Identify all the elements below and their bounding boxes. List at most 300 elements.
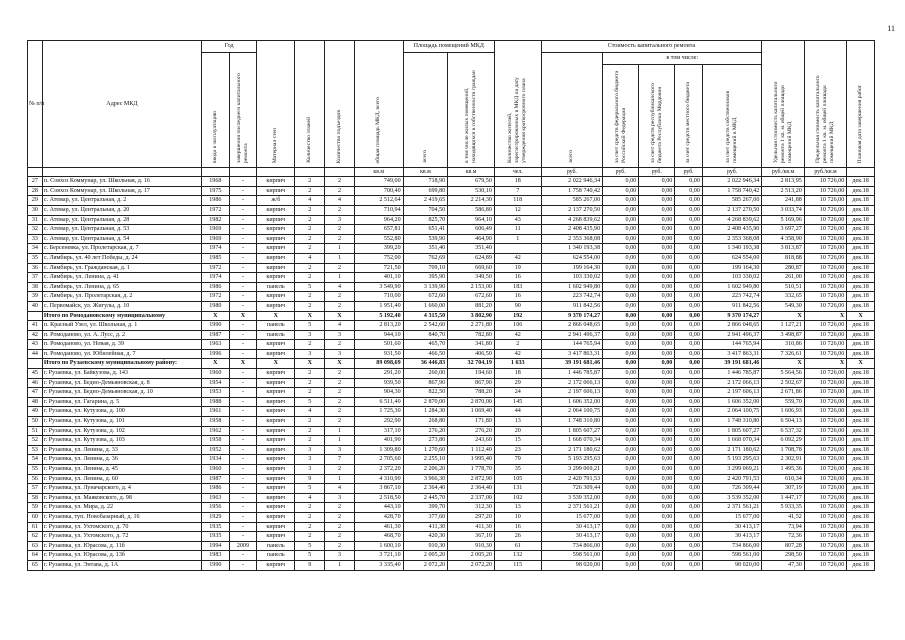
cell-cf: 0,00 xyxy=(603,196,639,206)
cell-co: 103 330,02 xyxy=(702,273,761,283)
cell-res: 145 xyxy=(494,397,541,407)
cell-en: 2 xyxy=(325,397,355,407)
cell-addr: с. Атемар, ул. Центральная, д. 28 xyxy=(42,215,201,225)
cell-ra: 411,30 xyxy=(448,522,495,532)
cell-en: 1 xyxy=(325,253,355,263)
subtotal-row xyxy=(28,311,875,321)
unit-rub: руб. xyxy=(675,167,703,177)
cell-ra: 1 995,40 xyxy=(448,455,495,465)
cell-pa: 36 446,83 xyxy=(403,359,448,369)
cell-co: 3 539 352,00 xyxy=(702,493,761,503)
cell-addr: с. Берсеневка, ул. Пролетарская, д. 7 xyxy=(42,244,201,254)
cell-co: 15 677,00 xyxy=(702,512,761,522)
cell-addr: с. Атемар, ул. Центральная, д. 53 xyxy=(42,225,201,235)
cell-cl: 0,00 xyxy=(675,263,703,273)
cell-cl: 0,00 xyxy=(675,455,703,465)
cell-ct: 15 677,00 xyxy=(541,512,603,522)
cell-cl: 0,00 xyxy=(675,378,703,388)
cell-no: 63 xyxy=(28,541,43,551)
cell-cr: 0,00 xyxy=(639,321,675,331)
cell-fl: 2 xyxy=(295,205,325,215)
cell-ct: 2 064 100,75 xyxy=(541,407,603,417)
cell-fl: 5 xyxy=(295,397,325,407)
cell-addr: г. Рузаевка, ул. Энтава, д. 1А xyxy=(42,560,201,570)
cell-cr: 0,00 xyxy=(639,560,675,570)
cell-ra: 672,60 xyxy=(448,292,495,302)
cell-mc: 10 726,00 xyxy=(804,244,846,254)
cell-cf: 0,00 xyxy=(603,263,639,273)
header-cost-including: в том числе: xyxy=(603,53,762,65)
cell-uc: 6 537,32 xyxy=(762,426,804,436)
cell-d: дек.18 xyxy=(847,465,875,475)
cell-no: 61 xyxy=(28,522,43,532)
cell-ta: 721,50 xyxy=(354,263,403,273)
cell-mc: 10 726,00 xyxy=(804,301,846,311)
cell-co: 585 267,00 xyxy=(702,196,761,206)
cell-ta: 317,10 xyxy=(354,426,403,436)
cell-fl: 2 xyxy=(295,225,325,235)
header-planned-date: Плановая дата завершения работ xyxy=(847,41,875,168)
cell-addr: г. Рузаевка, ул. Кутузова, д. 101 xyxy=(42,417,201,427)
cell-pa: 377,60 xyxy=(403,512,448,522)
cell-fl: 2 xyxy=(295,522,325,532)
cell-no xyxy=(28,311,43,321)
cell-ra: 367,10 xyxy=(448,532,495,542)
cell-cl: 0,00 xyxy=(675,234,703,244)
cell-en: 2 xyxy=(325,225,355,235)
cell-fl: 2 xyxy=(295,292,325,302)
cell-en: 2 xyxy=(325,503,355,513)
cell-addr: с. Атемар, ул. Центральная, д. 2 xyxy=(42,196,201,206)
cell-cf: 0,00 xyxy=(603,522,639,532)
cell-cl: 0,00 xyxy=(675,407,703,417)
cell-mat: X xyxy=(257,311,295,321)
cell-addr: г. Рузаевка, ул. Бедно-Демьяновская, д. 10 xyxy=(42,388,201,398)
cell-ra: 243,60 xyxy=(448,436,495,446)
cell-y1: 1963 xyxy=(202,340,230,350)
cell-y1: 1994 xyxy=(202,541,230,551)
cell-en: 4 xyxy=(325,196,355,206)
cell-fl: 2 xyxy=(295,388,325,398)
cell-d: дек.18 xyxy=(847,474,875,484)
cell-ra: 679,50 xyxy=(448,177,495,187)
cell-pa: 699,80 xyxy=(403,186,448,196)
cell-cr: 0,00 xyxy=(639,455,675,465)
cell-pa: 2 445,70 xyxy=(403,493,448,503)
cell-uc: 241,88 xyxy=(762,196,804,206)
cell-d: дек.18 xyxy=(847,445,875,455)
table-row xyxy=(28,186,875,196)
cell-y2: - xyxy=(229,503,257,513)
cell-ta: 89 098,69 xyxy=(354,359,403,369)
cell-res: 13 xyxy=(494,503,541,513)
cell-mat: кирпич xyxy=(257,417,295,427)
cell-fl: 2 xyxy=(295,512,325,522)
cell-ct: 624 554,00 xyxy=(541,253,603,263)
cell-y1: 1982 xyxy=(202,215,230,225)
cell-cl: 0,00 xyxy=(675,215,703,225)
cell-res: 29 xyxy=(494,378,541,388)
table-row xyxy=(28,407,875,417)
cell-y1: 1935 xyxy=(202,522,230,532)
cell-co: 2 197 606,13 xyxy=(702,388,761,398)
cell-y1: 1974 xyxy=(202,273,230,283)
cell-co: 1 340 193,38 xyxy=(702,244,761,254)
cell-y1: 1958 xyxy=(202,417,230,427)
cell-ta: 3 867,10 xyxy=(354,484,403,494)
cell-cr: 0,00 xyxy=(639,426,675,436)
cell-fl: 2 xyxy=(295,234,325,244)
cell-d: дек.18 xyxy=(847,551,875,561)
cell-y1: 1990 xyxy=(202,560,230,570)
cell-y1: 1961 xyxy=(202,407,230,417)
cell-co: 5 193 295,63 xyxy=(702,455,761,465)
cell-en: 2 xyxy=(325,177,355,187)
cell-res: 26 xyxy=(494,532,541,542)
cell-cf: 0,00 xyxy=(603,244,639,254)
cell-addr: г. Рузаевка, ул. Кутузова, д. 102 xyxy=(42,426,201,436)
cell-uc: 6 504,13 xyxy=(762,417,804,427)
cell-ra: 2 364,40 xyxy=(448,484,495,494)
cell-addr: г. Рузаевка, ул. Гагарина, д. 5 xyxy=(42,397,201,407)
cell-fl: 5 xyxy=(295,282,325,292)
cell-ra: 2 072,20 xyxy=(448,560,495,570)
cell-res: 35 xyxy=(494,465,541,475)
cell-ra: 464,90 xyxy=(448,234,495,244)
cell-res: 43 xyxy=(494,215,541,225)
cell-mat: кирпич xyxy=(257,301,295,311)
cell-d: X xyxy=(847,359,875,369)
cell-fl: 5 xyxy=(295,321,325,331)
table-row xyxy=(28,263,875,273)
cell-cr: 0,00 xyxy=(639,205,675,215)
cell-cl: 0,00 xyxy=(675,465,703,475)
cell-co: 598 561,00 xyxy=(702,551,761,561)
cell-cr: 0,00 xyxy=(639,465,675,475)
cell-fl: 5 xyxy=(295,551,325,561)
cell-mc: 10 726,00 xyxy=(804,560,846,570)
cell-uc: 1 495,36 xyxy=(762,465,804,475)
cell-cr: 0,00 xyxy=(639,512,675,522)
cell-no: 36 xyxy=(28,263,43,273)
cell-uc: X xyxy=(762,359,804,369)
cell-y1: 1952 xyxy=(202,445,230,455)
cell-d: дек.18 xyxy=(847,177,875,187)
cell-fl: 2 xyxy=(295,186,325,196)
cell-no: 40 xyxy=(28,301,43,311)
cell-uc: 310,86 xyxy=(762,340,804,350)
cell-no: 46 xyxy=(28,378,43,388)
cell-fl: 9 xyxy=(295,560,325,570)
cell-co: 1 446 785,87 xyxy=(702,369,761,379)
cell-d: дек.18 xyxy=(847,273,875,283)
cell-ra: 349,50 xyxy=(448,273,495,283)
cell-pa: 651,41 xyxy=(403,225,448,235)
cell-ct: 734 866,00 xyxy=(541,541,603,551)
cell-y1: 1986 xyxy=(202,282,230,292)
cell-res: 61 xyxy=(494,541,541,551)
cell-ct: 103 330,02 xyxy=(541,273,603,283)
cell-d: дек.18 xyxy=(847,397,875,407)
cell-ra: 2 337,00 xyxy=(448,493,495,503)
cell-mat: кирпич xyxy=(257,493,295,503)
cell-cl: 0,00 xyxy=(675,369,703,379)
header-address: Адрес МКД xyxy=(42,41,201,168)
cell-res: 118 xyxy=(494,196,541,206)
cell-no: 65 xyxy=(28,560,43,570)
table-row xyxy=(28,522,875,532)
cell-co: 1 805 607,27 xyxy=(702,426,761,436)
cell-y1: 1954 xyxy=(202,378,230,388)
cell-d: дек.18 xyxy=(847,369,875,379)
cell-ta: 2 705,60 xyxy=(354,455,403,465)
cell-y1: 1960 xyxy=(202,465,230,475)
cell-cl: 0,00 xyxy=(675,311,703,321)
cell-fl: 2 xyxy=(295,378,325,388)
cell-uc: 5 564,56 xyxy=(762,369,804,379)
cell-co: 734 866,00 xyxy=(702,541,761,551)
cell-cr: 0,00 xyxy=(639,445,675,455)
table-row xyxy=(28,340,875,350)
cell-no: 29 xyxy=(28,196,43,206)
cell-cl: 0,00 xyxy=(675,330,703,340)
cell-mat: кирпич xyxy=(257,407,295,417)
cell-y2: - xyxy=(229,244,257,254)
cell-ra: 2 005,20 xyxy=(448,551,495,561)
cell-y1: 1972 xyxy=(202,263,230,273)
cell-cf: 0,00 xyxy=(603,541,639,551)
cell-ta: 3 335,40 xyxy=(354,560,403,570)
cell-no: 35 xyxy=(28,253,43,263)
cell-ct: 2 171 180,62 xyxy=(541,445,603,455)
cell-pa: 867,90 xyxy=(403,378,448,388)
cell-cl: 0,00 xyxy=(675,522,703,532)
cell-en: 3 xyxy=(325,349,355,359)
cell-uc: 5 169,96 xyxy=(762,215,804,225)
cell-co: 144 765,94 xyxy=(702,340,761,350)
cell-y2: - xyxy=(229,532,257,542)
cell-d: дек.18 xyxy=(847,244,875,254)
cell-pa: 2 072,20 xyxy=(403,560,448,570)
cell-cr: 0,00 xyxy=(639,417,675,427)
header-entrances: Количество подъездов xyxy=(325,41,355,168)
cell-en: 2 xyxy=(325,378,355,388)
cell-mc: 10 726,00 xyxy=(804,532,846,542)
cell-cl: 0,00 xyxy=(675,177,703,187)
cell-cf: 0,00 xyxy=(603,493,639,503)
cell-cf: 0,00 xyxy=(603,378,639,388)
cell-y1: 1956 xyxy=(202,503,230,513)
cell-ct: 3 417 863,31 xyxy=(541,349,603,359)
cell-fl: 2 xyxy=(295,215,325,225)
cell-en: 2 xyxy=(325,369,355,379)
cell-fl: 2 xyxy=(295,244,325,254)
cell-uc: 73,94 xyxy=(762,522,804,532)
cell-res: 16 xyxy=(494,273,541,283)
cell-y2: - xyxy=(229,263,257,273)
cell-ct: 2 022 946,34 xyxy=(541,177,603,187)
cell-fl: 2 xyxy=(295,263,325,273)
cell-cf: 0,00 xyxy=(603,205,639,215)
cell-d: дек.18 xyxy=(847,407,875,417)
cell-cf: 0,00 xyxy=(603,282,639,292)
table-row xyxy=(28,177,875,187)
cell-co: 2 064 100,75 xyxy=(702,407,761,417)
unit-rub: руб. xyxy=(639,167,675,177)
cell-cr: 0,00 xyxy=(639,397,675,407)
cell-fl: 5 xyxy=(295,484,325,494)
cell-y1: 1934 xyxy=(202,455,230,465)
cell-mc: 10 726,00 xyxy=(804,484,846,494)
cell-uc: X xyxy=(762,311,804,321)
cell-y2: - xyxy=(229,436,257,446)
cell-res: 105 xyxy=(494,474,541,484)
cell-cr: 0,00 xyxy=(639,541,675,551)
cell-ta: 939,50 xyxy=(354,378,403,388)
cell-ct: 4 268 839,62 xyxy=(541,215,603,225)
cell-d: дек.18 xyxy=(847,282,875,292)
table-row xyxy=(28,426,875,436)
cell-addr: г. Рузаевка, ул. Маяковского, д. 98 xyxy=(42,493,201,503)
cell-y2: - xyxy=(229,225,257,235)
cell-mc: 10 726,00 xyxy=(804,493,846,503)
cell-no: 33 xyxy=(28,234,43,244)
cell-fl: 9 xyxy=(295,474,325,484)
cell-cf: 0,00 xyxy=(603,388,639,398)
cell-mat: панель xyxy=(257,551,295,561)
cell-uc: 47,30 xyxy=(762,560,804,570)
cell-uc: 3 033,74 xyxy=(762,205,804,215)
cell-en: 2 xyxy=(325,465,355,475)
cell-y1: 1987 xyxy=(202,474,230,484)
cell-addr: с. Атемар, ул. Центральная, д. 20 xyxy=(42,205,201,215)
cell-ta: 904,30 xyxy=(354,388,403,398)
cell-cr: 0,00 xyxy=(639,225,675,235)
cell-no: 59 xyxy=(28,503,43,513)
cell-cr: 0,00 xyxy=(639,311,675,321)
cell-ct: 98 020,00 xyxy=(541,560,603,570)
cell-d: дек.18 xyxy=(847,234,875,244)
cell-fl: 3 xyxy=(295,465,325,475)
cell-mat: кирпич xyxy=(257,253,295,263)
cell-pa: 2 005,20 xyxy=(403,551,448,561)
cell-y2: - xyxy=(229,253,257,263)
cell-y1: 1987 xyxy=(202,330,230,340)
cell-no: 58 xyxy=(28,493,43,503)
unit-sqm: кв.м xyxy=(403,167,448,177)
cell-mc: X xyxy=(804,311,846,321)
cell-mc: 10 726,00 xyxy=(804,426,846,436)
cell-ra: 964,10 xyxy=(448,215,495,225)
cell-mat: кирпич xyxy=(257,426,295,436)
cell-ta: 657,81 xyxy=(354,225,403,235)
cell-mat: кирпич xyxy=(257,234,295,244)
cell-fl: X xyxy=(295,359,325,369)
cell-co: 1 758 740,42 xyxy=(702,186,761,196)
cell-res: 18 xyxy=(494,369,541,379)
cell-ra: 312,30 xyxy=(448,503,495,513)
cell-res: 24 xyxy=(494,388,541,398)
cell-pa: 539,90 xyxy=(403,234,448,244)
cell-en: 1 xyxy=(325,273,355,283)
cell-y1: 1983 xyxy=(202,551,230,561)
cell-uc: 41,52 xyxy=(762,512,804,522)
cell-no: 45 xyxy=(28,369,43,379)
cell-ct: 585 267,00 xyxy=(541,196,603,206)
cell-en: 2 xyxy=(325,340,355,350)
cell-cl: 0,00 xyxy=(675,205,703,215)
cell-no: 43 xyxy=(28,340,43,350)
cell-res: 11 xyxy=(494,225,541,235)
cell-no: 41 xyxy=(28,321,43,331)
cell-y2: - xyxy=(229,301,257,311)
cell-cr: 0,00 xyxy=(639,388,675,398)
cell-no: 56 xyxy=(28,474,43,484)
cell-cf: 0,00 xyxy=(603,321,639,331)
cell-co: 30 413,17 xyxy=(702,522,761,532)
cell-mc: 10 726,00 xyxy=(804,177,846,187)
cell-d: дек.18 xyxy=(847,330,875,340)
cell-mc: 10 726,00 xyxy=(804,282,846,292)
cell-en: 2 xyxy=(325,522,355,532)
cell-mat: кирпич xyxy=(257,340,295,350)
cell-no: 31 xyxy=(28,215,43,225)
cell-no: 51 xyxy=(28,426,43,436)
cell-ta: 964,20 xyxy=(354,215,403,225)
cell-ta: 944,10 xyxy=(354,330,403,340)
cell-cr: 0,00 xyxy=(639,493,675,503)
cell-pa: 1 270,60 xyxy=(403,445,448,455)
cell-d: дек.18 xyxy=(847,503,875,513)
cell-pa: 709,10 xyxy=(403,263,448,273)
cell-y2: - xyxy=(229,445,257,455)
cell-uc: 298,50 xyxy=(762,551,804,561)
cell-fl: 2 xyxy=(295,177,325,187)
cell-y2: - xyxy=(229,474,257,484)
cell-uc: 510,51 xyxy=(762,282,804,292)
cell-fl: 2 xyxy=(295,301,325,311)
cell-ta: 5 192,40 xyxy=(354,311,403,321)
table-row xyxy=(28,560,875,570)
cell-addr: п. Совхоз Коммунар, ул. Школьная, д. 17 xyxy=(42,186,201,196)
header-no: № п/п xyxy=(28,41,43,168)
cell-mc: 10 726,00 xyxy=(804,465,846,475)
cell-pa: 2 542,60 xyxy=(403,321,448,331)
cell-ct: 1 758 740,42 xyxy=(541,186,603,196)
cell-en: 2 xyxy=(325,407,355,417)
cell-ra: 530,10 xyxy=(448,186,495,196)
cell-d: дек.18 xyxy=(847,215,875,225)
cell-cf: 0,00 xyxy=(603,330,639,340)
cell-cr: 0,00 xyxy=(639,282,675,292)
table-row xyxy=(28,369,875,379)
cell-mat: кирпич xyxy=(257,186,295,196)
cell-cl: 0,00 xyxy=(675,541,703,551)
cell-ta: 552,80 xyxy=(354,234,403,244)
cell-fl: 3 xyxy=(295,349,325,359)
table-row xyxy=(28,215,875,225)
cell-co: 2 171 180,62 xyxy=(702,445,761,455)
cell-uc: 559,70 xyxy=(762,397,804,407)
cell-y2: - xyxy=(229,321,257,331)
cell-ra: 624,89 xyxy=(448,253,495,263)
cell-ct: 1 606 352,00 xyxy=(541,397,603,407)
cell-no: 49 xyxy=(28,407,43,417)
cell-cr: 0,00 xyxy=(639,196,675,206)
cell-d: дек.18 xyxy=(847,560,875,570)
cell-co: 2 353 368,08 xyxy=(702,234,761,244)
cell-en: 2 xyxy=(325,417,355,427)
